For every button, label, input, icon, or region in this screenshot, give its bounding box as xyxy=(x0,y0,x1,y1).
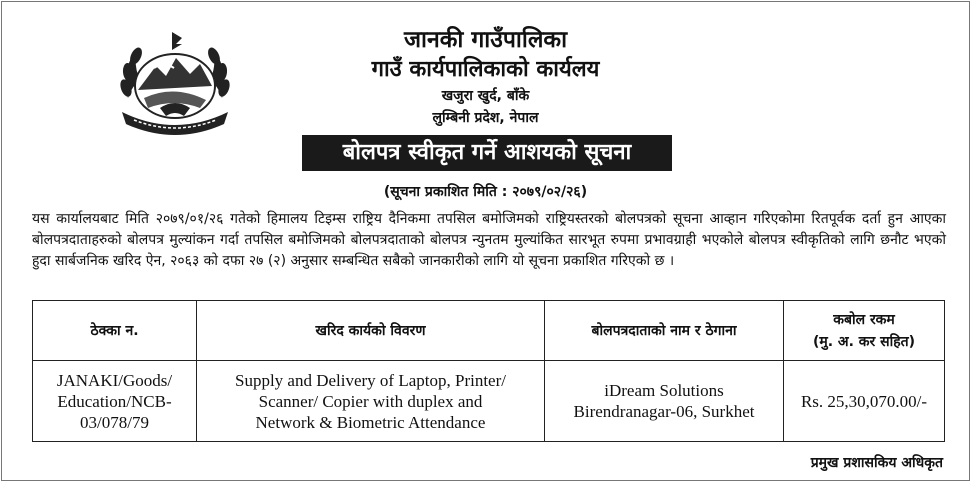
address-line-1: खजुरा खुर्द, बाँके xyxy=(441,88,530,104)
description-line: Scanner/ Copier with duplex and xyxy=(258,391,483,411)
header-contract-no: ठेक्का न. xyxy=(33,301,197,361)
address-line-2: लुम्बिनी प्रदेश, नेपाल xyxy=(432,110,539,126)
notice-title: बोलपत्र स्वीकृत गर्ने आशयको सूचना xyxy=(302,135,672,171)
notice-body: यस कार्यालयबाट मिति २०७९/०१/२६ गतेको हिमालय टिइम्स राष्ट्रिय दैनिकमा तपसिल बमोजिमको राष्ट्रियस्तरको बोलपत्रको सूचना आव्हान गरिएकोमा रितपूर्वक दर्ता हुन आएका बोलपत्रदाताहरुको बोलपत्र मुल्यांकन गर्दा तपसिल बमोजिमको बोलपत्रदाताको बोलपत्र न्युनतम मुल्यांकित सारभूत रुपमा प्रभावग्राही भएकोले बोलपत्र स्वीकृतिको लागि छनौट भएको हुदा सार्बजनिक खरिद ऐन, २०६३ को दफा २७ (२) अनुसार सम्बन्धित सबैको जानकारीको लागि यो सूचना प्रकाशित गरिएको छ । xyxy=(32,211,946,269)
contract-no-line: JANAKI/Goods/ xyxy=(56,370,173,390)
cell-contract-no xyxy=(33,361,197,442)
table-header-row xyxy=(33,301,945,361)
cell-bidder xyxy=(545,361,784,442)
cell-description xyxy=(197,361,545,442)
description-line: Supply and Delivery of Laptop, Printer/ xyxy=(234,370,506,390)
header-bidder: बोलपत्रदाताको नाम र ठेगाना xyxy=(545,301,784,361)
contract-no-line: Education/NCB- xyxy=(57,391,172,411)
bidder-address: Birendranagar-06, Surkhet xyxy=(573,402,755,421)
header-amount-line1: कबोल रकम xyxy=(833,311,895,328)
published-date: (सूचना प्रकाशित मिति : २०७९/०२/२६) xyxy=(383,184,588,200)
municipality-name: जानकी गाउँपालिका xyxy=(403,27,568,53)
notice-page xyxy=(1,1,970,481)
cell-amount: Rs. 25,30,070.00/- xyxy=(784,361,945,442)
header-amount xyxy=(784,301,945,361)
header-amount-line2: (मु. अ. कर सहित) xyxy=(812,333,916,350)
description-line: Network & Biometric Attendance xyxy=(255,412,486,432)
header-description: खरिद कार्यको विवरण xyxy=(197,301,545,361)
office-name: गाउँ कार्यपालिकाको कार्यलय xyxy=(371,57,600,82)
signatory-title: प्रमुख प्रशासकिय अधिकृत xyxy=(810,455,943,471)
bid-table xyxy=(32,300,945,442)
contract-no-line: 03/078/79 xyxy=(80,412,149,432)
table-row xyxy=(33,361,945,442)
bidder-name: iDream Solutions xyxy=(604,381,724,400)
